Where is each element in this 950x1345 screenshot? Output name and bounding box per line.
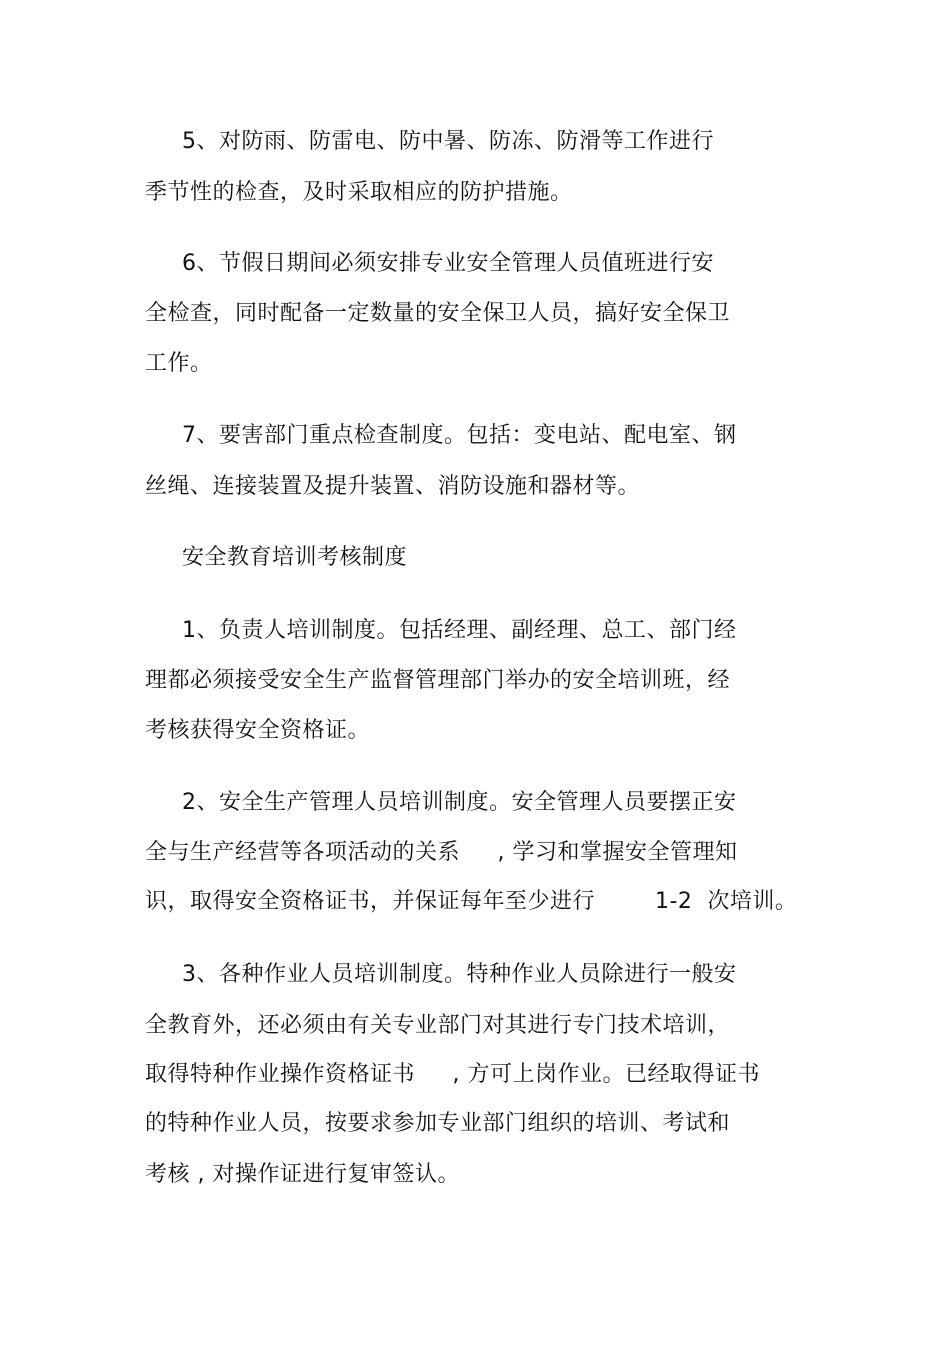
training-1-line-3: 考核获得安全资格证。 xyxy=(145,718,371,743)
training-3-line-4: 的特种作业人员，按要求参加专业部门组织的培训、考试和 xyxy=(145,1111,731,1136)
training-2-line-2: 全与生产经营等各项活动的关系 , 学习和掌握安全管理知 xyxy=(145,840,738,865)
training-3-line-1: 3、各种作业人员培训制度。特种作业人员除进行一般安 xyxy=(182,962,737,987)
training-3-line-2: 全教育外，还必须由有关专业部门对其进行专门技术培训， xyxy=(145,1013,731,1038)
paragraph-7-line-2: 丝绳、连接装置及提升装置、消防设施和器材等。 xyxy=(145,474,641,499)
training-2-line-1: 2、安全生产管理人员培训制度。安全管理人员要摆正安 xyxy=(182,790,737,815)
training-1-line-1: 1、负责人培训制度。包括经理、副经理、总工、部门经 xyxy=(182,618,737,643)
training-2-line-3: 识，取得安全资格证书，并保证每年至少进行 1-2 次培训。 xyxy=(145,889,798,914)
paragraph-7-line-1: 7、要害部门重点检查制度。包括：变电站、配电室、钢 xyxy=(182,423,737,448)
paragraph-6-line-1: 6、节假日期间必须安排专业安全管理人员值班进行安 xyxy=(182,251,714,276)
training-3-line-3: 取得特种作业操作资格证书 , 方可上岗作业。已经取得证书 xyxy=(145,1062,760,1087)
training-3-line-5: 考核 , 对操作证进行复审签认。 xyxy=(145,1162,460,1187)
section-heading: 安全教育培训考核制度 xyxy=(182,545,408,570)
paragraph-5-line-1: 5、对防雨、防雷电、防中暑、防冻、防滑等工作进行 xyxy=(182,129,714,154)
paragraph-6-line-3: 工作。 xyxy=(145,351,213,376)
paragraph-6-line-2: 全检查，同时配备一定数量的安全保卫人员，搞好安全保卫 xyxy=(145,301,731,326)
paragraph-5-line-2: 季节性的检查，及时采取相应的防护措施。 xyxy=(145,180,573,205)
training-1-line-2: 理都必须接受安全生产监督管理部门举办的安全培训班，经 xyxy=(145,668,731,693)
